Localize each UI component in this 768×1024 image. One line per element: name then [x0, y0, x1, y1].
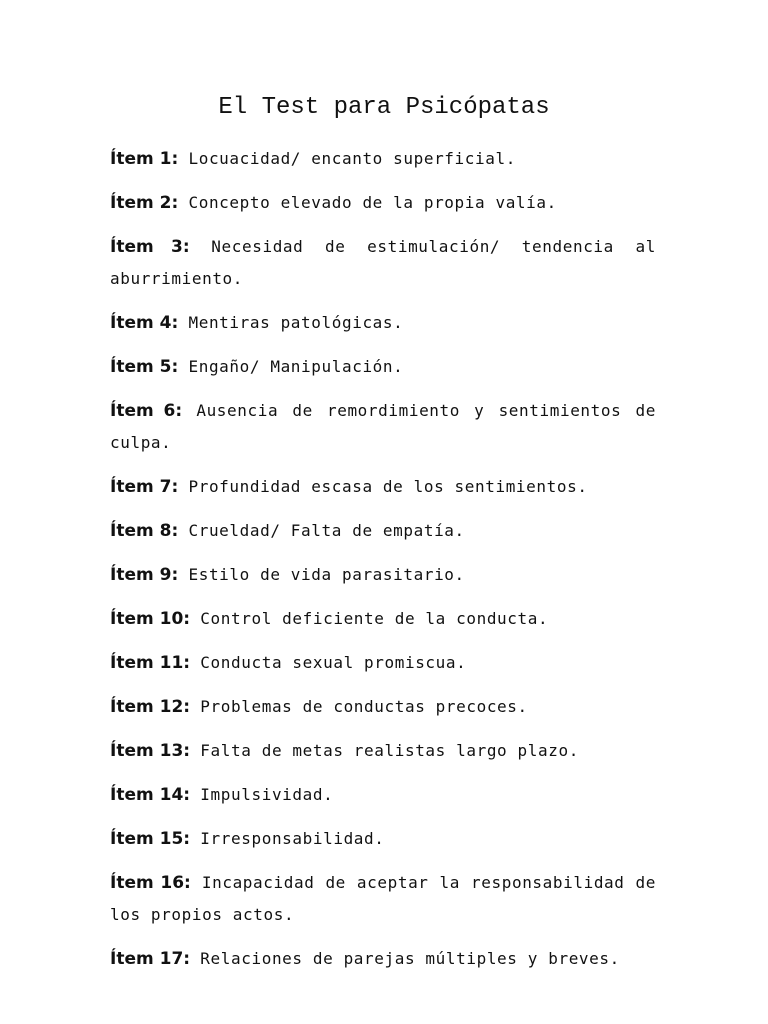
list-item — [110, 143, 656, 175]
item-label: Ítem 3: — [110, 237, 190, 257]
list-item — [110, 395, 656, 459]
item-text: Relaciones de parejas múltiples y breves. — [190, 949, 620, 968]
list-item — [110, 515, 656, 547]
list-item — [110, 307, 656, 339]
item-text: Problemas de conductas precoces. — [190, 697, 528, 716]
item-text: Locuacidad/ encanto superficial. — [178, 149, 516, 168]
item-list — [110, 143, 656, 987]
item-label: Ítem 7: — [110, 477, 179, 497]
item-label: Ítem 14: — [110, 785, 191, 805]
list-item — [110, 779, 656, 811]
list-item — [110, 823, 656, 855]
item-text: Conducta sexual promiscua. — [190, 653, 467, 672]
item-label: Ítem 6: — [110, 401, 183, 421]
item-text: Engaño/ Manipulación. — [178, 357, 404, 376]
item-label: Ítem 15: — [110, 829, 191, 849]
item-text: Irresponsabilidad. — [190, 829, 385, 848]
item-label: Ítem 9: — [110, 565, 179, 585]
item-label: Ítem 13: — [110, 741, 191, 761]
item-label: Ítem 4: — [110, 313, 179, 333]
list-item — [110, 735, 656, 767]
item-label: Ítem 17: — [110, 949, 191, 969]
item-label: Ítem 11: — [110, 653, 191, 673]
item-label: Ítem 12: — [110, 697, 191, 717]
item-label: Ítem 8: — [110, 521, 179, 541]
list-item — [110, 867, 656, 931]
item-text: Ausencia de remordimiento y sentimientos de culpa. — [110, 401, 656, 452]
item-label: Ítem 2: — [110, 193, 179, 213]
list-item — [110, 471, 656, 503]
item-text: Control deficiente de la conducta. — [190, 609, 549, 628]
item-text: Necesidad de estimulación/ tendencia al aburrimiento. — [110, 237, 656, 288]
item-text: Crueldad/ Falta de empatía. — [178, 521, 465, 540]
item-text: Incapacidad de aceptar la responsabilidad de los propios actos. — [110, 873, 656, 924]
list-item — [110, 559, 656, 591]
item-text: Concepto elevado de la propia valía. — [178, 193, 557, 212]
item-text: Mentiras patológicas. — [178, 313, 404, 332]
list-item — [110, 231, 656, 295]
item-label: Ítem 10: — [110, 609, 191, 629]
item-text: Profundidad escasa de los sentimientos. — [178, 477, 588, 496]
item-label: Ítem 5: — [110, 357, 179, 377]
list-item — [110, 187, 656, 219]
list-item — [110, 691, 656, 723]
list-item — [110, 647, 656, 679]
page-title: El Test para Psicópatas — [218, 94, 550, 121]
item-text: Falta de metas realistas largo plazo. — [190, 741, 579, 760]
list-item — [110, 943, 656, 975]
item-text: Estilo de vida parasitario. — [178, 565, 465, 584]
item-text: Impulsividad. — [190, 785, 334, 804]
item-label: Ítem 16: — [110, 873, 191, 893]
list-item — [110, 351, 656, 383]
item-label: Ítem 1: — [110, 149, 179, 169]
list-item — [110, 603, 656, 635]
